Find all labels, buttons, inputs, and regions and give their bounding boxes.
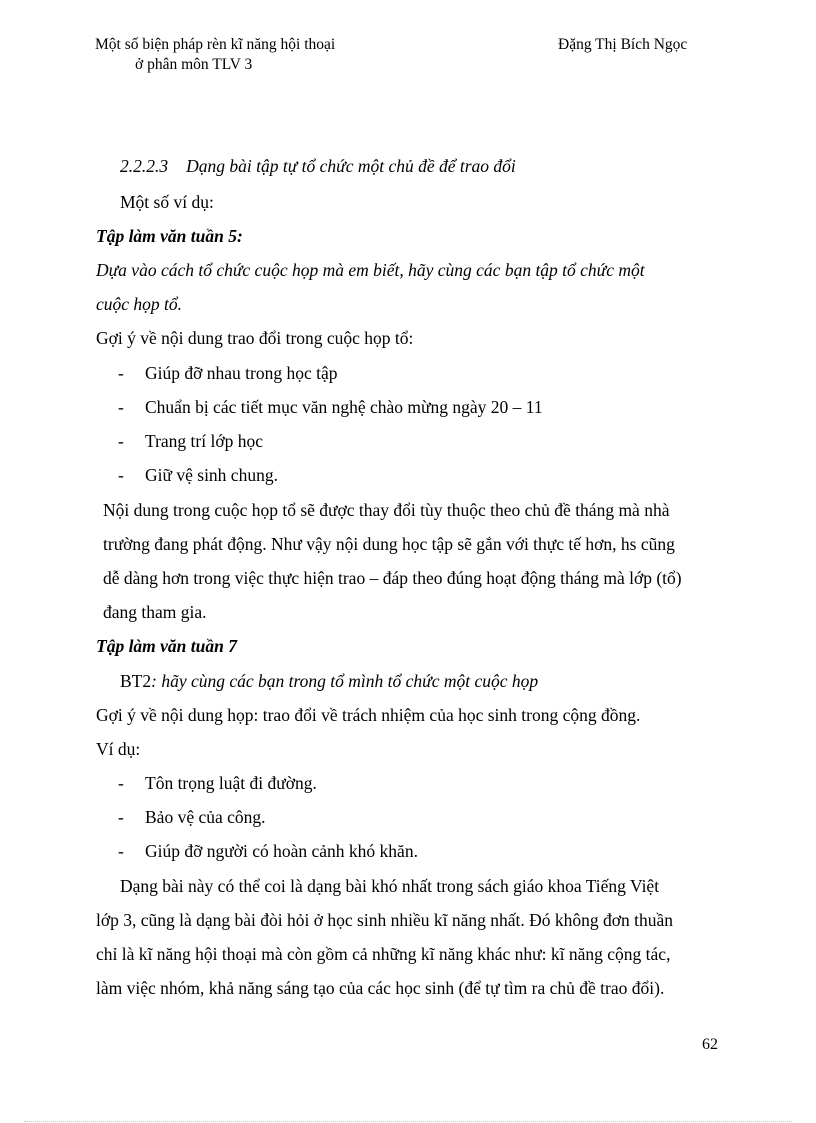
exercise1-prompt-line2: cuộc họp tổ. <box>96 294 183 314</box>
bullet-dash: - <box>118 397 124 417</box>
exercise1-heading: Tập làm văn tuần 5: <box>96 226 243 246</box>
list-item-text: Bảo vệ của công. <box>145 807 266 827</box>
conclusion-line: chỉ là kĩ năng hội thoại mà còn gồm cả những kĩ năng khác như: kĩ năng cộng tác, <box>96 944 671 964</box>
bullet-dash: - <box>118 807 124 827</box>
conclusion-line: làm việc nhóm, khả năng sáng tạo của các học sinh (để tự tìm ra chủ đề trao đổi). <box>96 978 665 998</box>
running-header-title <box>95 35 335 75</box>
list-item-text: Trang trí lớp học <box>145 431 263 451</box>
bt-label: BT2 <box>120 671 152 691</box>
bullet-dash: - <box>118 773 124 793</box>
bullet-dash: - <box>118 465 124 485</box>
paragraph-line: Nội dung trong cuộc họp tổ sẽ được thay đổi tùy thuộc theo chủ đề tháng mà nhà <box>103 500 670 520</box>
list-item-text: Giúp đỡ người có hoàn cảnh khó khăn. <box>145 841 418 861</box>
conclusion-line: lớp 3, cũng là dạng bài đòi hỏi ở học sinh nhiều kĩ năng nhất. Đó không đơn thuần <box>96 910 673 930</box>
section-number: 2.2.2.3 <box>120 156 169 176</box>
list-item <box>118 840 418 862</box>
exercise2-hint: Gợi ý về nội dung họp: trao đổi về trách nhiệm của học sinh trong cộng đồng. <box>96 705 641 725</box>
list-item <box>118 806 266 828</box>
paragraph-line: dễ dàng hơn trong việc thực hiện trao – đáp theo đúng hoạt động tháng mà lớp (tổ) <box>103 568 682 588</box>
list-item <box>118 772 317 794</box>
list-item-text: Giữ vệ sinh chung. <box>145 465 278 485</box>
exercise2-heading: Tập làm văn tuần 7 <box>96 636 237 656</box>
conclusion-line: Dạng bài này có thể coi là dạng bài khó nhất trong sách giáo khoa Tiếng Việt <box>120 876 660 896</box>
list-item <box>118 464 278 486</box>
exercise2-bt <box>120 670 538 692</box>
exercise1-prompt-line1: Dựa vào cách tổ chức cuộc họp mà em biết, hãy cùng các bạn tập tổ chức một <box>96 260 645 280</box>
list-item <box>118 396 543 418</box>
list-item-text: Giúp đỡ nhau trong học tập <box>145 363 338 383</box>
section-heading <box>120 156 516 177</box>
bullet-dash: - <box>118 841 124 861</box>
list-item-text: Tôn trọng luật đi đường. <box>145 773 317 793</box>
running-header-author: Đặng Thị Bích Ngọc <box>558 36 688 53</box>
list-item <box>118 430 263 452</box>
paragraph-line: đang tham gia. <box>103 602 207 622</box>
page-number: 62 <box>702 1036 718 1053</box>
bullet-dash: - <box>118 363 124 383</box>
header-title-line1: Một số biện pháp rèn kĩ năng hội thoại <box>95 36 336 53</box>
header-title-line2: ở phân môn TLV 3 <box>135 56 253 73</box>
page-bottom-divider <box>24 1121 792 1122</box>
list-item <box>118 362 337 384</box>
example-label: Ví dụ: <box>96 739 141 759</box>
bullet-dash: - <box>118 431 124 451</box>
exercise1-hint: Gợi ý về nội dung trao đổi trong cuộc họp tổ: <box>96 328 414 348</box>
paragraph-line: trường đang phát động. Như vậy nội dung học tập sẽ gắn với thực tế hơn, hs cũng <box>103 534 675 554</box>
bt-text: : hãy cùng các bạn trong tổ mình tổ chức một cuộc họp <box>151 671 539 691</box>
list-item-text: Chuẩn bị các tiết mục văn nghệ chào mừng ngày 20 – 11 <box>145 397 543 417</box>
section-title: Dạng bài tập tự tổ chức một chủ đề để trao đổi <box>186 156 516 176</box>
intro-text: Một số ví dụ: <box>120 192 214 212</box>
